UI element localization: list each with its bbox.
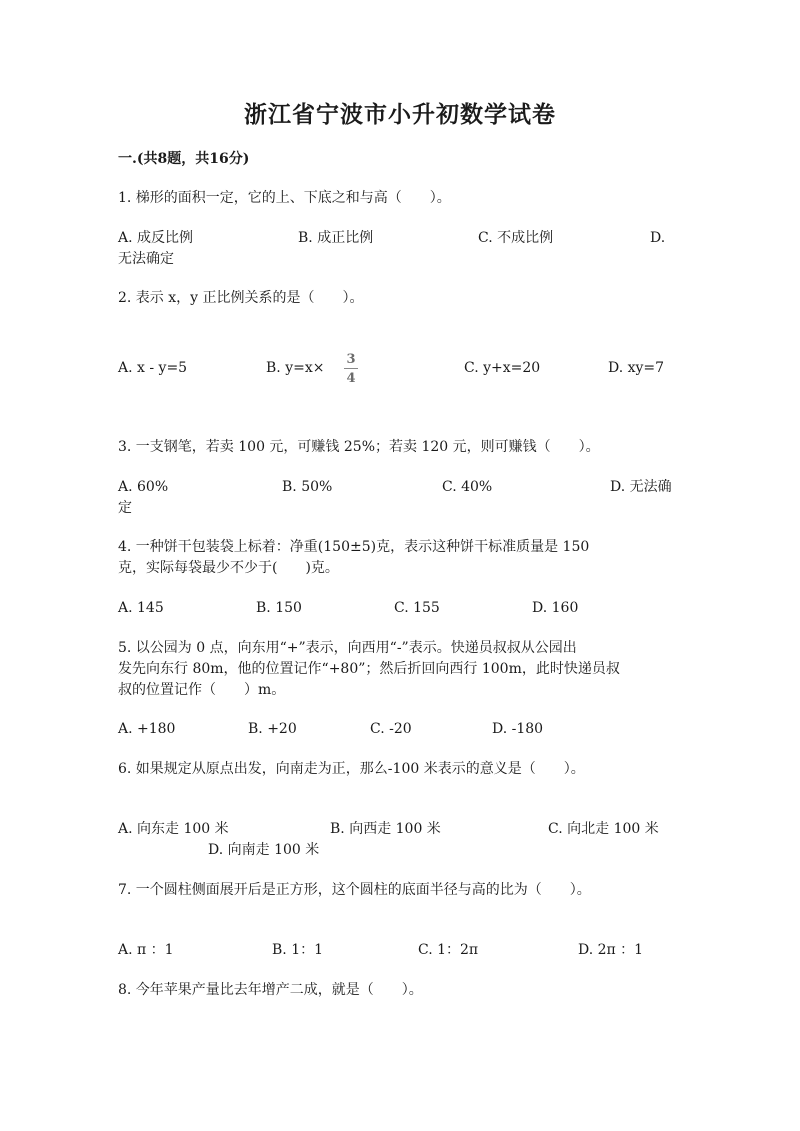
question-5-stem-line-3: 叔的位置记作（ ）m。 (118, 682, 286, 698)
question-7-stem: 7. 一个圆柱侧面展开后是正方形，这个圆柱的底面半径与高的比为（ ）。 (118, 882, 591, 898)
question-7-option-a: A. π ：1 (118, 942, 174, 958)
question-5-option-d: D. -180 (492, 721, 544, 737)
question-2-option-a: A. x - y=5 (118, 360, 188, 376)
question-6-option-c: C. 向北走 100 米 (548, 821, 659, 837)
question-4-stem-line-2: 克，实际每袋最少不少于( )克。 (118, 560, 339, 576)
question-3-option-b: B. 50% (282, 479, 333, 495)
question-2-stem: 2. 表示 x，y 正比例关系的是（ ）。 (118, 290, 364, 306)
question-4-option-c: C. 155 (394, 600, 440, 616)
question-2-option-d: D. xy=7 (608, 360, 665, 376)
fraction-three-quarters (344, 352, 358, 386)
question-6-option-a: A. 向东走 100 米 (118, 821, 229, 837)
question-5-option-b: B. +20 (248, 721, 297, 737)
question-5-stem-line-1: 5. 以公园为 0 点，向东用“+”表示，向西用“-”表示。快递员叔叔从公园出 (118, 640, 577, 656)
question-1-option-b: B. 成正比例 (298, 230, 374, 246)
question-5-option-a: A. +180 (118, 721, 176, 737)
question-1-option-a: A. 成反比例 (118, 230, 194, 246)
question-1-stem: 1. 梯形的面积一定，它的上、下底之和与高（ ）。 (118, 190, 451, 206)
question-2-option-c: C. y+x=20 (464, 360, 541, 376)
question-1-option-d-text: 无法确定 (118, 251, 174, 267)
question-4-option-b: B. 150 (256, 600, 302, 616)
question-3-option-d: D. 无法确 (610, 479, 672, 495)
question-7-option-d: D. 2π ：1 (578, 942, 644, 958)
question-4-stem-line-1: 4. 一种饼干包装袋上标着：净重(150±5)克，表示这种饼干标准质量是 150 (118, 539, 590, 555)
question-2-option-b: B. y=x× (266, 360, 325, 376)
page-title: 浙江省宁波市小升初数学试卷 (244, 101, 556, 128)
question-7-option-b: B. 1：1 (272, 942, 324, 958)
question-4-option-a: A. 145 (118, 600, 164, 616)
question-3-option-a: A. 60% (118, 479, 169, 495)
question-4-option-d: D. 160 (532, 600, 579, 616)
question-1-option-c: C. 不成比例 (478, 230, 554, 246)
fraction-numerator: 3 (346, 352, 356, 367)
question-1-option-d: D. (650, 230, 666, 246)
question-7-option-c: C. 1：2π (418, 942, 479, 958)
fraction-denominator: 4 (346, 371, 356, 386)
question-6-option-d: D. 向南走 100 米 (208, 842, 320, 858)
question-6-option-b: B. 向西走 100 米 (330, 821, 441, 837)
question-3-option-d-text: 定 (118, 500, 132, 516)
fraction-bar (344, 368, 358, 369)
question-5-stem-line-2: 发先向东行 80m，他的位置记作“+80”；然后折回向西行 100m，此时快递员叔 (118, 661, 620, 677)
section-heading: 一.(共8题，共16分) (118, 151, 250, 167)
question-5-option-c: C. -20 (370, 721, 412, 737)
question-6-stem: 6. 如果规定从原点出发，向南走为正，那么-100 米表示的意义是（ ）。 (118, 761, 585, 777)
question-8-stem: 8. 今年苹果产量比去年增产二成，就是（ ）。 (118, 982, 423, 998)
question-3-option-c: C. 40% (442, 479, 493, 495)
question-3-stem: 3. 一支钢笔，若卖 100 元，可赚钱 25%；若卖 120 元，则可赚钱（ ）。 (118, 439, 600, 455)
